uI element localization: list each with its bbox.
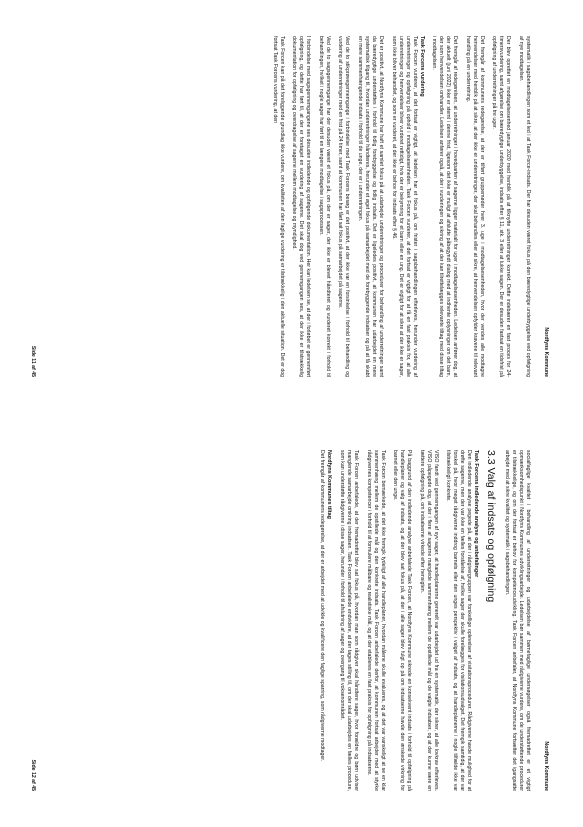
paragraph: socialfaglige kvalitet i behandling af underretninger og udarbejdelse af børnefaglige undersøgelser også fremadrettet er et vigtigt opmærksomhedspunkt i Nordfyns Kommunes udviklingsarbejde. Ledelsen bør sammen med rådgiverne vurdere, om de understøttende procedurer er tilstrækkelige, og om der fortsat er behov for kompetenceudvikling. Task Forcen anbefaler, at Nordfyns Kommune fortsætter det igangsatte arbejde med at sikre kvalitet og systematik i sagsbehandlingen. <box>504 450 531 791</box>
paragraph: Det er positivt, at Nordfyns Kommune har haft et samlet fokus på at udarbejde underretninger og procedurer for behandling af underretninger samt da bæredygtige understøttes i forhold til tidlig forebyggelse og tidlig indsats. Det er ligeledes positivt, at kommunen har udarbejdet en mere systematisk tilgang til, hvordan underretninger håndteres, herunder et øget fokus på samarbejdet med de forebyggende indsatser og på at få skabt en mere sammenhængende indsats i forhold til de unge, der er i underretningen. <box>357 36 385 377</box>
paragraph: Det fremgår af kommunens redegørelse, at der er arbejdet med at udvikle og kvalificere den faglige sparring, som rådgiverne modtager. <box>319 450 326 762</box>
paragraph: Ved de to sagsgennemgange har der desuden været et fokus på, om der er sager, der ikke er blevet håndteret og vurderet korrekt i forhold til behandlingen, hvilket i nogle sager har ført til en længere modtagelse i sagsprocessen. <box>317 36 331 377</box>
paragraph: Der blev oprettet en modtagelsesenhed januar 2020 med henblik på at tilknytte underretninger korrekt. Dette indebærer en fast proces for 24-timersvurdering, samt afgørelse om bæredygtige underbyggelse, indsats efter § 11, stk. 3 eller at lukke sagen. Der er desuden fastsat en tidsfrist på opfølgning af underretninger på tre uger. <box>491 36 512 377</box>
paragraph: Ved de to stikprøvegennemgange i forbindelse med Task Forcens besøg er det positivt, at der ikke var en forsinkelse i forhold til behandling og vurdering af underretninger med en frist på 24 timer, samt at kommunen har fået sat fokus på samarbejdet på sagerne. <box>337 36 351 377</box>
left-page <box>0 0 583 413</box>
subheading-initial-analysis: Task Forcens indledende analyse og anbefalinger <box>473 450 480 578</box>
paragraph: Den indledende analyse pegede på, at der i rådgivergruppen var forskellige oplevelser af visitationsprocedurer. Rådgiverne havde mulighed for at drøfte sagerne, men der var ikke en fælles forståelse af, hvilke sager der skulle forelægges for visitationsudvalget. Det fremgik samtidig, at der var forskel på, hvor meget rådgiverne inddrog barnets eller den unges perspektiv i valget af indsats, og at handleplanerne i nogle tilfælde ikke var tilstrækkeligt konkrete. <box>445 450 473 791</box>
paragraph: På baggrund af den indledende analyse anbefalede Task Forcen, at Nordfyns Kommune sikrede en konsekvent indsats i forhold til opfølgning på handleplaner og valg af indsats, og at der blev sat fokus på, at der i alle sager blev fulgt op på om indsatserne havde den ønskede virkning for barnet eller den unge. <box>392 450 413 791</box>
right-page-number: Side 12 af 45 <box>30 759 36 791</box>
paragraph: Task Forcen kan på det foreliggende grundlag ikke vurdere, om kvaliteten af den faglige vurdering er tilstrækkelig i den aktuelle situation. Det er dog fortsat Task Forcens vurdering, at den <box>271 36 285 377</box>
left-page-body <box>52 36 531 377</box>
right-page-header: Nordfyns Kommune <box>543 741 549 791</box>
paragraph: VISO fandt ved gennemgangen af syv sager, at handleplanerne generelt var udarbejdet ud fra en systematik, der sikrer, at alle lovkrav efterleves. VISO påpegede dog, at der i flere af sagerne manglede sammenhæng mellem de opstillede mål og de valgte indsatser, og at der kunne være en tættere opfølgning på, om indsatserne virkede efter hensigten. <box>418 450 439 791</box>
section-heading: 3.3 Valg af indsats og opfølgning <box>485 450 498 603</box>
paragraph: Task Forcen anbefalede, at der fremadrettet blev sat fokus på, hvordan man som rådgiver skal håndtere sager, hvor forældre og børn udviser manglende samarbejde omkring indsatsen. Task Forcen anbefalede endvidere, at der tages stilling til, om der skal udarbejdes en fælles procedure, som kan understøtte rådgiverne i disse sager, herunder i forhold til afslutning af sager og overgang til voksenområdet. <box>339 450 360 791</box>
right-page <box>0 414 583 827</box>
paragraph: systematik i sagsbehandlingen som et led i at Task Force-indsats. Der har desuden været fokus på den bæredygtige underbyggelse ved opfølgning af nye modtagelser. <box>518 36 531 377</box>
left-page-number: Side 11 af 45 <box>30 345 36 377</box>
left-page-header: Nordfyns Kommune <box>543 327 549 377</box>
right-page-body <box>52 450 531 791</box>
paragraph: Det fremgår af redegørelsen, at underretninger i hovedparten af sagerne ligger materialt for uger i modtagelsesenheden. Ledelsen anfører dog, at der aktuelt (juni 2022) ikke er stemt i denne frist, ligesom det ikke er muligt at afslutte påbegyndt dialog med at indhente oplysninger om det barn, der som henvendelsen omhandler. Ledelsen anfører også, at der i vurderingen og sikring af at der kan tilrettelægges relevante tiltag med disse tiltag i modtagelsen. <box>431 36 459 377</box>
paragraph: Det fremgår af kommunens redegørelse, at der er tilført gruppemøder hver 3. uge i modtagelsesenheden, hvor der vendes alle modtagne henvendelser med henblik på at sikre, at der ikke er underretninger, der skal behandles eller at sikre, at henvendelsen opfylder kravene til relevant handling på en underretning. <box>464 36 485 377</box>
paragraph: Task Forcen bemærkede, at det ikke fremgik tydeligt af alle handleplaner, hvordan målene skulle evalueres, og at det var vanskeligt at se en klar sammenhæng mellem de opstillede mål og den konkrete indsats. Task Forcen anbefalede derfor, at kommunen fortsat arbejder med at styrke rådgivernes kompetencer i forhold til at formulere målbare og realistiske mål, og at der etableres en fast praksis for opfølgning på indsatserne. <box>365 450 386 791</box>
paragraph: Task Forcen vurderer, at det fortsat er vigtigt, at ledelsen har et fokus på, om frister i sagsbehandlingen efterleves, herunder vurdering af underretninger og opfølgning på ophold i modtagelsesenheden. Task Forcen vurderer, at det fortsat er vigtigt for at få en fast praksis for, at alle underretninger og henvendelser bliver vurderet rettidigt, hvis der er bekymring for et barn eller en ung. Det er vigtigt for at sikre at der ikke er sager, som ikke bliver behandlet, og som er vurderet, at der ikke er behov for indsats efter § 46. <box>390 36 418 377</box>
paragraph: I forbindelse med sagsgennemgangene ses desuden indledende og opfølgende dokumentation. Her kan ledelsen se, at der i forløbet er gennemført opfølgning, og dette har ført til, at der er foretaget en vurdering af sagerne. Det skal dog ved gennemgangen ses, at der ikke er tilstrækkelig dokumentation for opfølgning og overdragelse af sagerne mellem modtagelse og myndighed. <box>291 36 312 377</box>
subheading-municipality-measures: Nordfyns Kommunes tiltag <box>326 450 333 519</box>
subheading-task-force-assessment: Task Forcens vurdering <box>418 36 425 97</box>
